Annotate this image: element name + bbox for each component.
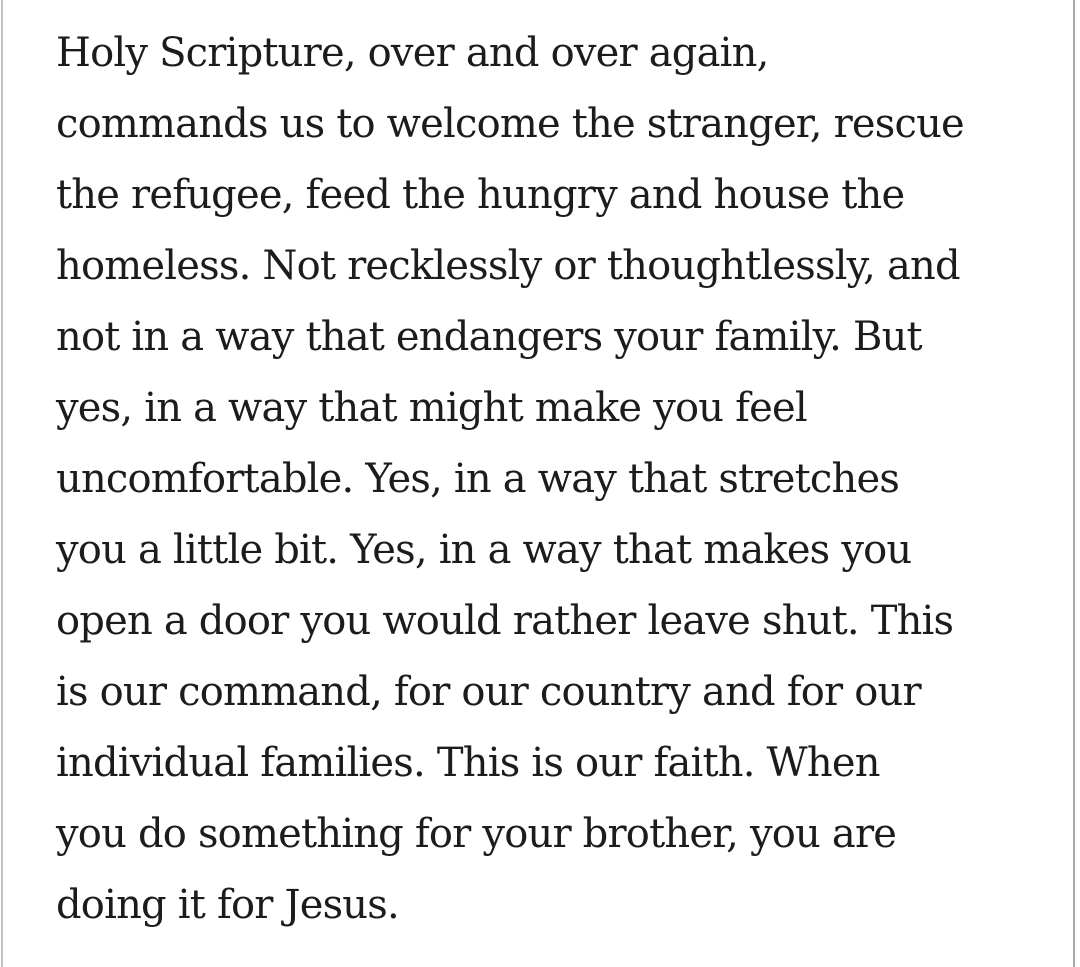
text-line: doing it for Jesus.	[56, 882, 399, 928]
right-column-rule	[1073, 0, 1075, 967]
text-line: you a little bit. Yes, in a way that makes you	[56, 527, 912, 573]
text-line: open a door you would rather leave shut. This	[56, 598, 954, 644]
article-text	[56, 18, 1060, 941]
text-line: is our command, for our country and for our	[56, 669, 921, 715]
text-line: homeless. Not recklessly or thoughtlessly, and	[56, 243, 960, 289]
text-line: individual families. This is our faith. When	[56, 740, 880, 786]
text-line: Holy Scripture, over and over again,	[56, 30, 769, 76]
text-line: you do something for your brother, you are	[56, 811, 897, 857]
text-line: the refugee, feed the hungry and house the	[56, 172, 905, 218]
left-column-rule	[1, 0, 3, 967]
text-line: uncomfortable. Yes, in a way that stretches	[56, 456, 900, 502]
text-line: not in a way that endangers your family. But	[56, 314, 922, 360]
text-line: commands us to welcome the stranger, rescue	[56, 101, 964, 147]
text-line: yes, in a way that might make you feel	[56, 385, 807, 431]
